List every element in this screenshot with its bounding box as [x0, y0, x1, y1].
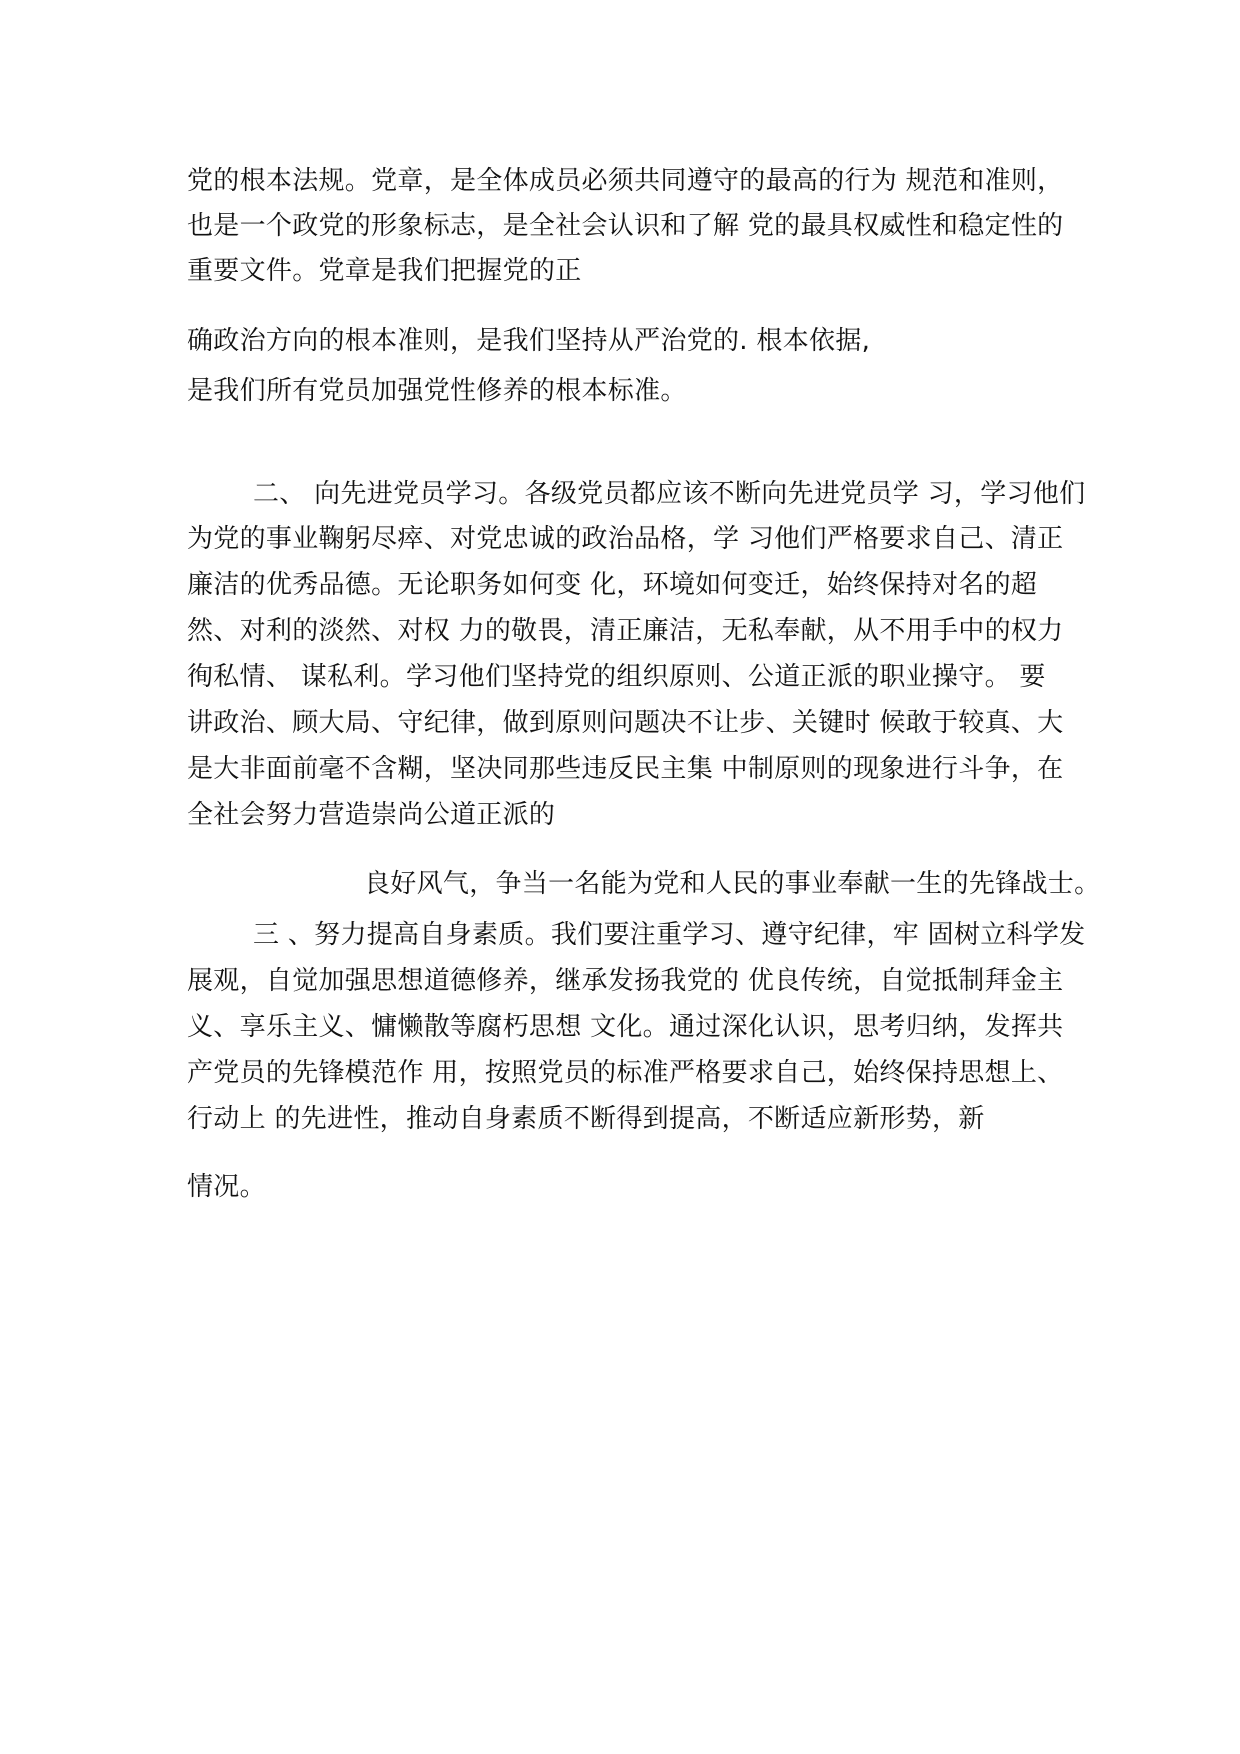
body-text-line: 廉洁的优秀品德。无论职务如何变 化，环境如何变迁，始终保持对名的超: [187, 570, 1038, 600]
body-text-line: 为党的事业鞠躬尽瘁、对党忠诚的政治品格，学 习他们严格要求自己、清正: [187, 524, 1064, 554]
body-text-line: 然、对利的淡然、对权 力的敬畏，清正廉洁，无私奉献，从不用手中的权力: [187, 616, 1064, 646]
body-text-line: 展观，自觉加强思想道德修养，继承发扬我党的 优良传统，自觉抵制拜金主: [187, 966, 1064, 996]
body-text-line: 良好风气，争当一名能为党和人民的事业奉献一生的先锋战士。: [364, 869, 1101, 899]
body-text-line: 产党员的先锋模范作 用，按照党员的标准严格要求自己，始终保持思想上、: [187, 1058, 1064, 1088]
body-text-line: 也是一个政党的形象标志，是全社会认识和了解 党的最具权威性和稳定性的: [187, 211, 1064, 241]
body-text-line: 全社会努力营造崇尚公道正派的: [187, 800, 556, 830]
section-heading-line: 三 、努力提高自身素质。我们要注重学习、遵守纪律，牢 固树立科学发: [253, 920, 1086, 950]
body-text-line: 义、享乐主义、慵懒散等腐朽思想 文化。通过深化认识，思考归纳，发挥共: [187, 1012, 1064, 1042]
body-text-line: 情况。: [187, 1172, 266, 1202]
body-text-line: 讲政治、顾大局、守纪律，做到原则问题决不让步、关键时 候敢于较真、大: [187, 708, 1064, 738]
body-text-line: 是大非面前毫不含糊，坚决同那些违反民主集 中制原则的现象进行斗争，在: [187, 754, 1064, 784]
section-heading-line: 二、 向先进党员学习。各级党员都应该不断向先进党员学 习，学习他们: [253, 479, 1086, 509]
body-text-line: 行动上 的先进性，推动自身素质不断得到提高，不断适应新形势，新: [187, 1104, 985, 1134]
body-text-line: 确政治方向的根本准则，是我们坚持从严治党的. 根本依据,: [187, 326, 871, 356]
body-text-line: 是我们所有党员加强党性修养的根本标准。: [187, 376, 687, 406]
body-text-line: 徇私情、 谋私利。学习他们坚持党的组织原则、公道正派的职业操守。 要: [187, 662, 1046, 692]
body-text-line: 党的根本法规。党章，是全体成员必须共同遵守的最高的行为 规范和准则，: [187, 166, 1064, 196]
body-text-line: 重要文件。党章是我们把握党的正: [187, 256, 582, 286]
